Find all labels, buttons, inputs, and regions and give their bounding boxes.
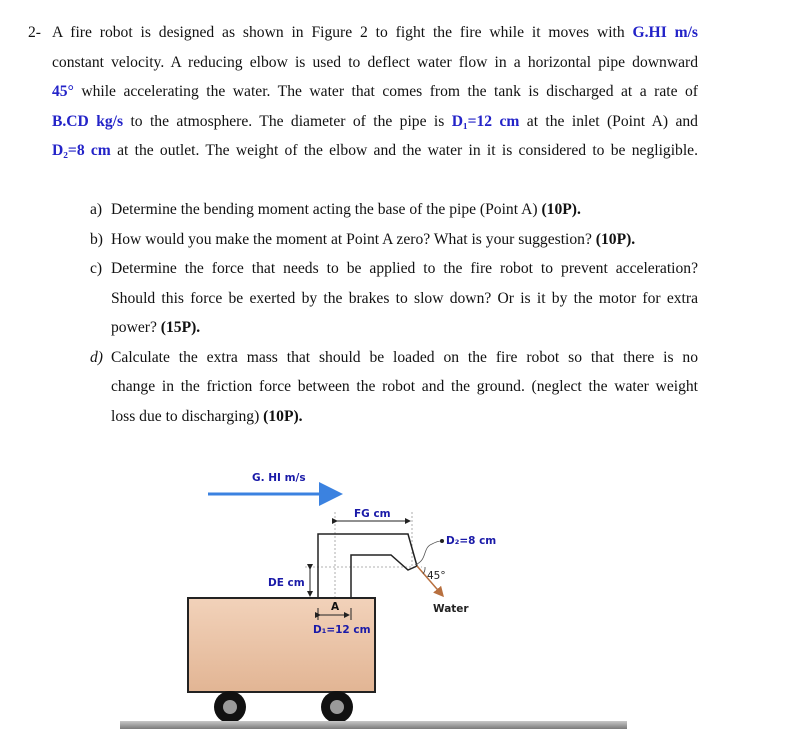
text-segment: Calculate the extra mass that should be loaded on the fire robot so that there is no [111,348,698,366]
d1-label: D₁=12 cm [313,624,371,636]
de-label: DE cm [268,577,305,589]
callout-dot [440,539,444,543]
text-segment: (10P). [595,230,636,248]
text-segment: Determine the bending moment acting the base of the pipe (Point A) [111,201,542,218]
ground [120,721,627,729]
wheel [321,691,353,723]
text-segment: (10P). [541,201,581,218]
text-segment: Should this force be exerted by the brakes to slow down? Or is it by the motor for extra [111,289,698,307]
text-segment: change in the friction force between the robot and the ground. (neglect the water weight [111,378,698,395]
highlighted-value: 45° [52,83,74,100]
d2-label: D₂=8 cm [446,535,497,547]
d2-callout [415,541,442,565]
text-segment: (10P). [263,407,303,425]
text-segment: (15P). [160,319,201,336]
highlighted-value: B.CD kg/s [52,112,124,130]
text-segment: How would you make the moment at Point A zero? What is your suggestion? [111,230,596,248]
text-segment: Determine the force that needs to be applied to the fire robot to prevent acceleration? [111,260,698,277]
text-segment: A fire robot is designed as shown in Figure 2 to fight the fire while it moves with [52,24,633,41]
text-segment: at the inlet (Point A) and [519,112,698,130]
point-a-label: A [331,601,340,613]
question-label: d) [90,348,103,366]
text-segment: to the atmosphere. The diameter of the pipe is [123,112,452,130]
question-label: a) [90,201,103,218]
highlighted-value: G.HI m/s [632,24,699,41]
highlighted-value: D₂=8 cm [52,142,111,159]
text-segment: constant velocity. A reducing elbow is used to deflect water flow in a horizontal pipe downward [52,53,698,71]
angle-label: 45° [427,570,446,582]
angle-arc [423,567,425,574]
robot-tank [188,598,375,692]
question-label: b) [90,230,103,248]
water-label: Water [433,603,469,615]
highlighted-value: D₁=12 cm [451,112,520,130]
text-segment: while accelerating the water. The water that comes from the tank is discharged at a rate of [73,83,698,100]
question-label: c) [90,260,103,277]
problem-number: 2- [28,24,41,41]
text-segment: at the outlet. The weight of the elbow and the water in it is considered to be negligible. [110,142,698,159]
elbow-pipe [318,534,417,598]
fg-label: FG cm [354,508,391,520]
text-segment: power? [111,319,161,336]
velocity-label: G. HI m/s [252,472,306,484]
text-segment: loss due to discharging) [111,407,264,425]
wheel [214,691,246,723]
